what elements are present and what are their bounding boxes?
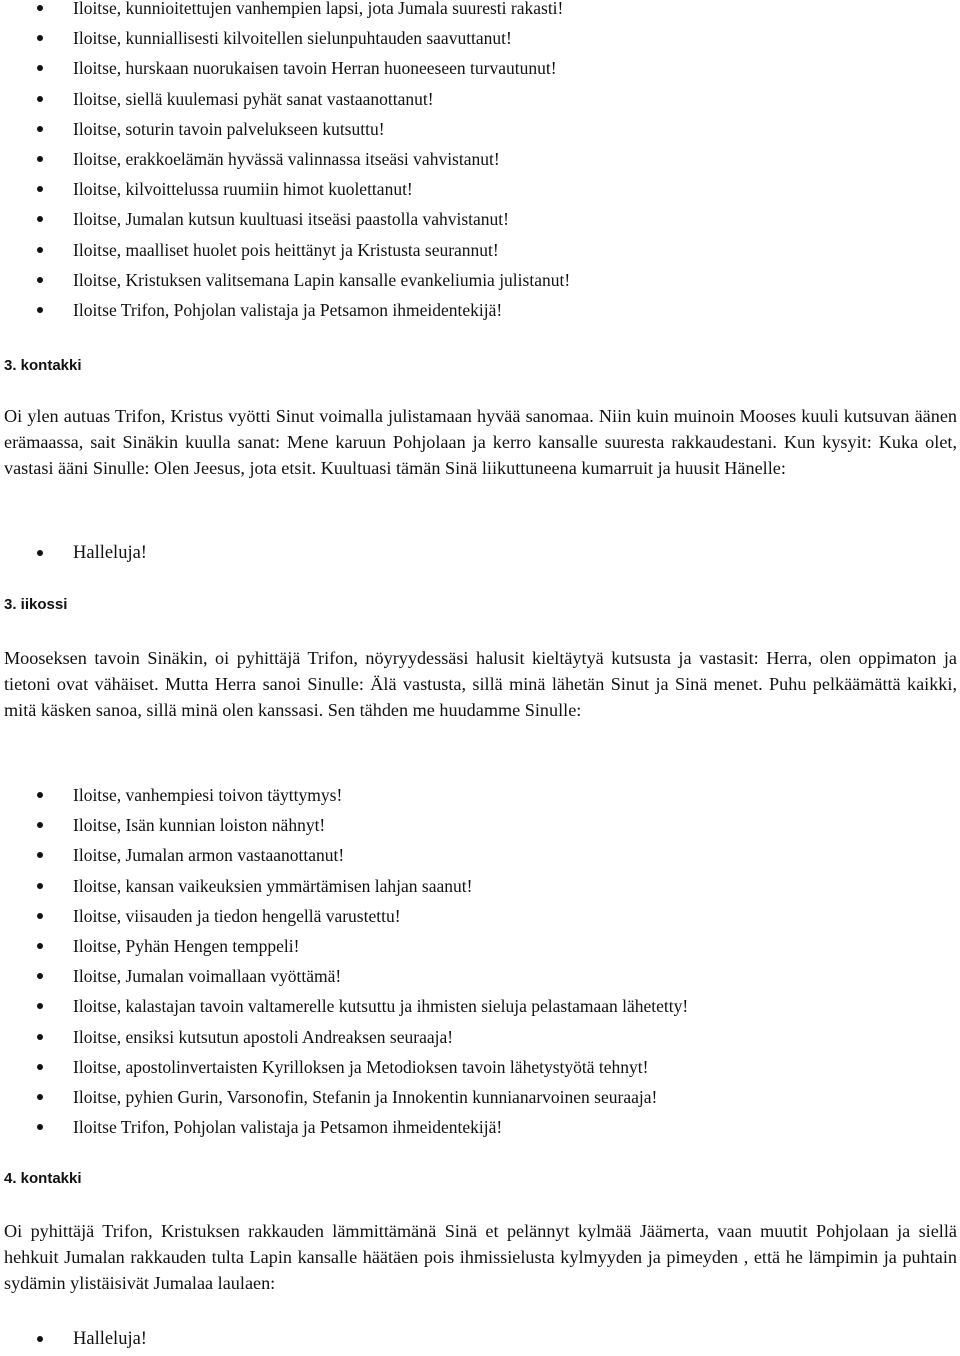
list-item: Iloitse, Pyhän Hengen temppeli! [0, 931, 960, 961]
list-item: Iloitse, kalastajan tavoin valtamerelle kutsuttu ja ihmisten sieluja pelastamaan lähetetty! [0, 991, 960, 1021]
ikossi-3-text: Mooseksen tavoin Sinäkin, oi pyhittäjä Trifon, nöyryydessäsi halusit kieltäytyä kutsusta ja vastasit: Herra, olen oppimaton ja tietoni ovat vähäiset. Mutta Herra sanoi Sinulle: Älä vastusta, sillä minä lähetän Sinut ja Sinä menet. Puhu pelkäämättä kaikki, mitä käsken sanoa, sillä minä olen kanssasi. Sen tähden me huudamme Sinulle: [4, 648, 957, 720]
list-item: Iloitse Trifon, Pohjolan valistaja ja Petsamon ihmeidentekijä! [0, 1112, 960, 1142]
list-item: Iloitse, soturin tavoin palvelukseen kutsuttu! [0, 114, 960, 144]
praise-list-2 [0, 780, 960, 1142]
list-item: Iloitse, Jumalan kutsun kuultuasi itseäsi paastolla vahvistanut! [0, 204, 960, 234]
list-item: Iloitse, siellä kuulemasi pyhät sanat vastaanottanut! [0, 84, 960, 114]
kontakki-3-text: Oi ylen autuas Trifon, Kristus vyötti Sinut voimalla julistamaan hyvää sanomaa. Niin kuin muinoin Mooses kuuli kutsuvan äänen erämaassa, sait Sinäkin kuulla sanat: Mene karuun Pohjolaan ja kerro kansalle suuresta rakkaudestani. Kun kysyit: Kuka olet, vastasi ääni Sinulle: Olen Jeesus, jota etsit. Kuultuasi tämän Sinä liikuttuneena kumarruit ja huusit Hänelle: [4, 406, 957, 478]
ikossi-3-heading: 3. iikossi [4, 596, 68, 613]
list-item: Iloitse, Jumalan voimallaan vyöttämä! [0, 961, 960, 991]
list-item: Iloitse, kunniallisesti kilvoitellen sielunpuhtauden saavuttanut! [0, 23, 960, 53]
list-item: Iloitse, ensiksi kutsutun apostoli Andreaksen seuraaja! [0, 1022, 960, 1052]
refrain-text: Halleluja! [73, 1329, 147, 1349]
list-item: Iloitse, Kristuksen valitsemana Lapin kansalle evankeliumia julistanut! [0, 265, 960, 295]
refrain-text: Halleluja! [73, 543, 147, 563]
list-item: Iloitse, kansan vaikeuksien ymmärtämisen lahjan saanut! [0, 871, 960, 901]
praise-list-1 [0, 0, 960, 325]
bullet [37, 550, 43, 556]
list-item: Iloitse, hurskaan nuorukaisen tavoin Herran huoneeseen turvautunut! [0, 53, 960, 83]
list-item: Iloitse, erakkoelämän hyvässä valinnassa itseäsi vahvistanut! [0, 144, 960, 174]
list-item: Iloitse, maalliset huolet pois heittänyt ja Kristusta seurannut! [0, 235, 960, 265]
kontakki-3-refrain [0, 538, 400, 568]
list-item: Iloitse, Isän kunnian loiston nähnyt! [0, 810, 960, 840]
list-item: Iloitse, pyhien Gurin, Varsonofin, Stefanin ja Innokentin kunnianarvoinen seuraaja! [0, 1082, 960, 1112]
list-item: Iloitse, Jumalan armon vastaanottanut! [0, 840, 960, 870]
kontakki-4-heading: 4. kontakki [4, 1170, 82, 1187]
list-item: Iloitse, kunnioitettujen vanhempien lapsi, jota Jumala suuresti rakasti! [0, 0, 960, 23]
list-item: Iloitse, vanhempiesi toivon täyttymys! [0, 780, 960, 810]
kontakki-4-text: Oi pyhittäjä Trifon, Kristuksen rakkauden lämmittämänä Sinä et pelännyt kylmää Jäämerta, vaan muutit Pohjolaan ja siellä hehkuit Jumalan rakkauden tulta Lapin kansalle häätäen pois ihmissielusta kylmyyden ja pimeyden , että he lämpimin ja puhtain sydämin ylistäisivät Jumalaa laulaen: [4, 1221, 957, 1293]
kontakki-4-refrain [0, 1324, 400, 1354]
list-item: Iloitse, apostolinvertaisten Kyrilloksen ja Metodioksen tavoin lähetystyötä tehnyt! [0, 1052, 960, 1082]
list-item: Iloitse, kilvoittelussa ruumiin himot kuolettanut! [0, 174, 960, 204]
list-item: Iloitse Trifon, Pohjolan valistaja ja Petsamon ihmeidentekijä! [0, 295, 960, 325]
bullet [37, 1336, 43, 1342]
kontakki-3-heading: 3. kontakki [4, 357, 82, 374]
list-item: Iloitse, viisauden ja tiedon hengellä varustettu! [0, 901, 960, 931]
